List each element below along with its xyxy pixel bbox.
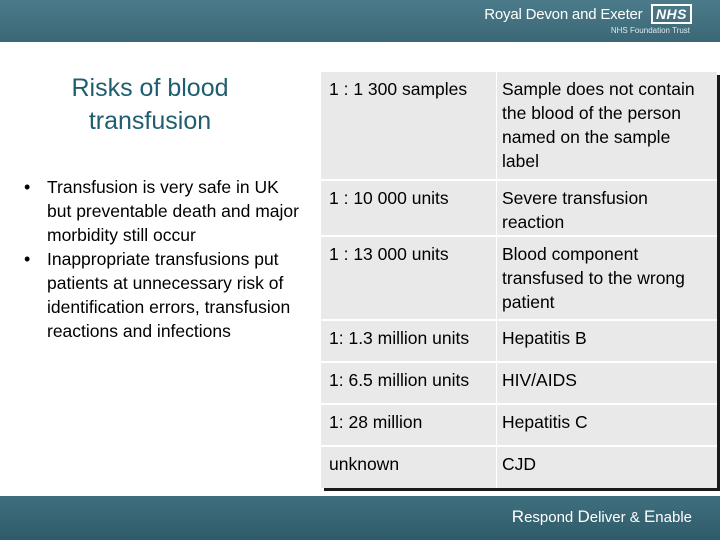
risk-cell: Sample does not contain the blood of the person named on the sample label [497,72,718,180]
bullet-item: • Transfusion is very safe in UK but preventable death and major morbidity still occur [22,175,302,247]
table-row [321,236,717,320]
risk-cell: Severe transfusion reaction [497,180,718,236]
risk-cell: HIV/AIDS [497,362,718,404]
trust-name: Royal Devon and Exeter [484,5,643,23]
table-row [321,320,717,362]
footer-bar [0,496,720,540]
tagline-word: nable [655,509,692,526]
tagline-initial: E [643,507,656,526]
rate-cell: unknown [329,454,400,474]
bullet-list [22,175,302,343]
risk-cell: CJD [497,446,718,488]
tagline-initial: D [577,507,590,526]
risk-cell: Hepatitis C [497,404,718,446]
table-row [321,404,717,446]
risk-table [321,72,717,488]
table-row [321,446,717,488]
table-row [321,72,717,180]
trust-subtitle: NHS Foundation Trust [610,26,690,35]
slide-title: Risks of blood transfusion [71,74,229,135]
risk-cell: Blood component transfused to the wrong patient [497,236,718,320]
tagline-ampersand: & [629,509,640,526]
nhs-logo: NHS [651,4,692,24]
tagline-word: eliver [589,509,626,526]
table-row [321,362,717,404]
bullet-item: • Inappropriate transfusions put patients at unnecessary risk of identification errors, transfusion reactions and infections [22,247,302,343]
rate-cell: 1: 6.5 million units [321,362,497,404]
header-bar [0,0,720,42]
rate-cell: 1 : 10 000 units [321,180,497,236]
rate-cell: 1: 1.3 million units [321,320,497,362]
rate-cell: 1: 28 million [321,404,497,446]
table-row [321,180,717,236]
tagline [512,507,692,527]
rate-cell: 1 : 13 000 units [321,236,497,320]
trust-brand [484,4,692,35]
risk-cell: Hepatitis B [497,320,718,362]
tagline-word: espond [524,509,574,526]
rate-cell: 1 : 1 300 samples [321,72,497,180]
tagline-initial: R [511,507,525,526]
